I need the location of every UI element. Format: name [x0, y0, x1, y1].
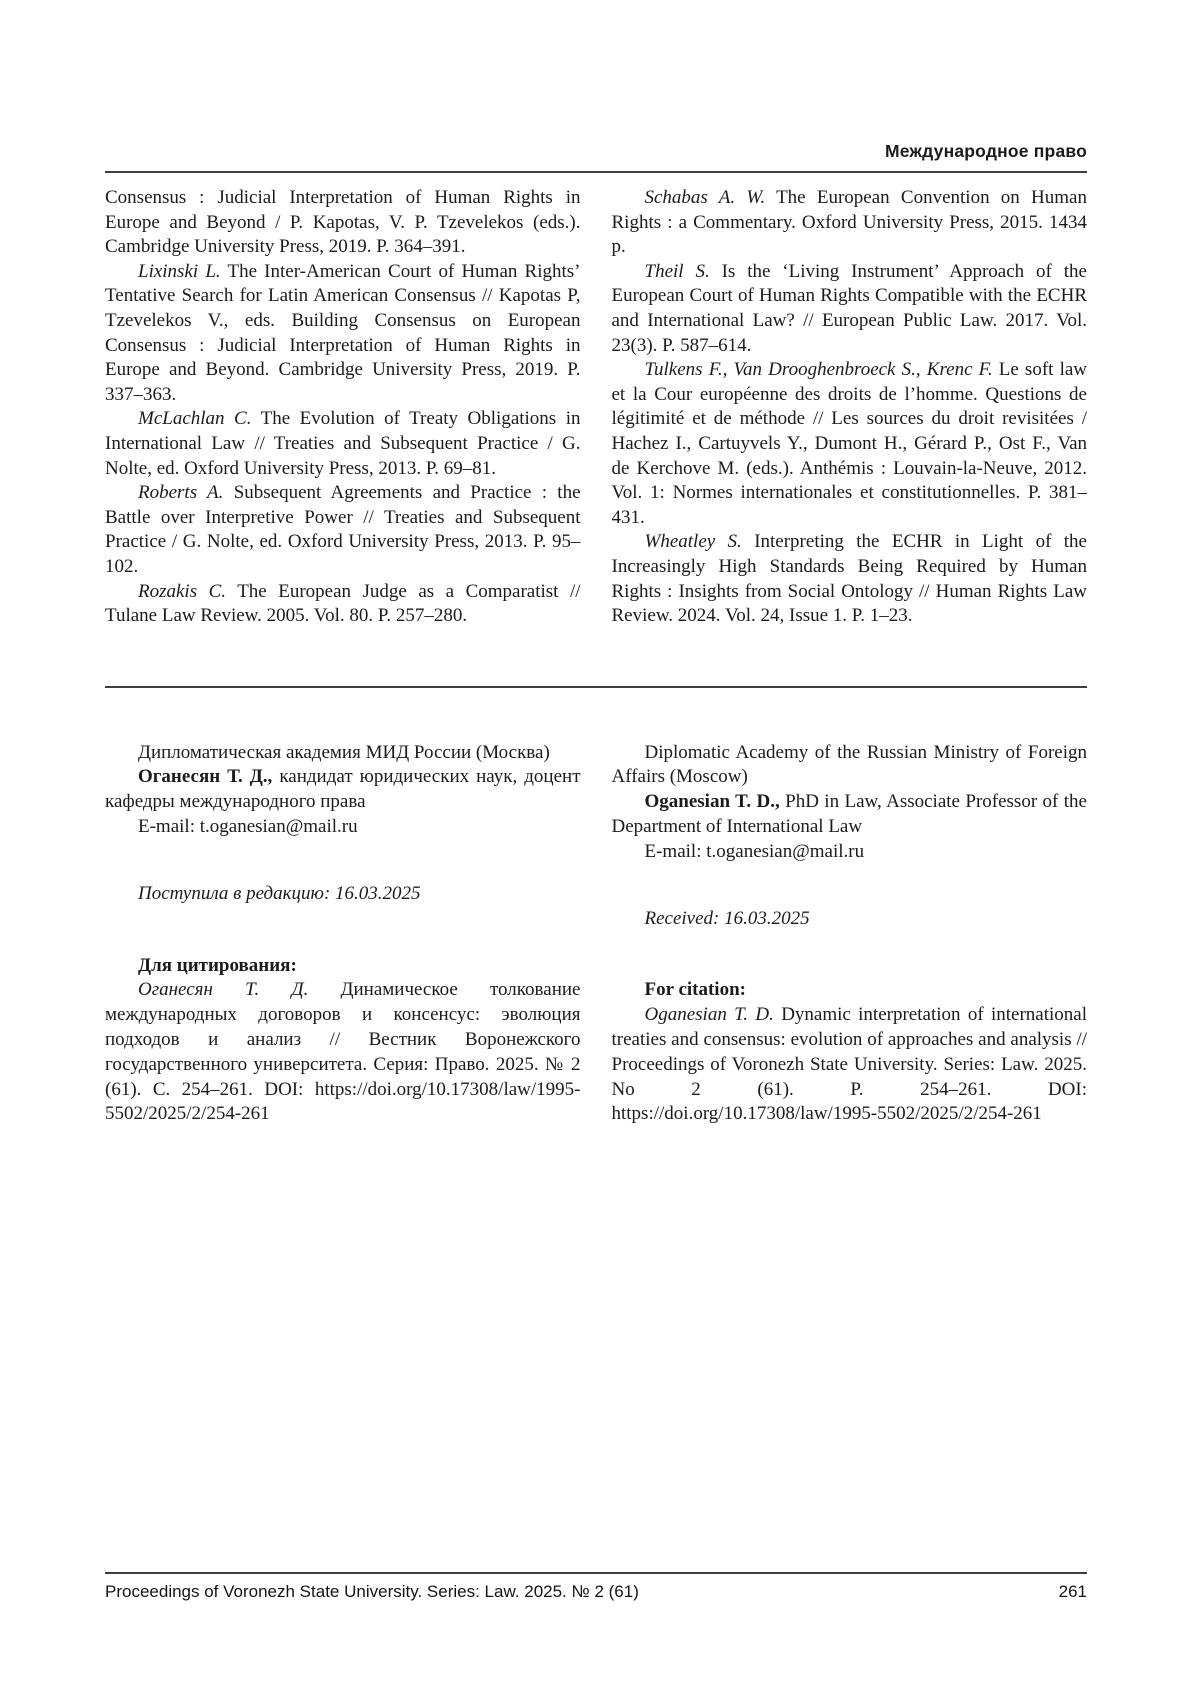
reference-author: Schabas A. W. [644, 187, 766, 208]
author-name-ru: Оганесян Т. Д., [138, 766, 273, 788]
citation-text-en: Dynamic interpretation of international treaties and consensus: evolution of approaches and analysis // Proceedings of Voronezh State University. Series: Law. 2025. No 2 (61). P. 254–261. DOI: https://doi.org/10.17308/law/1995-5502/2025/2/254-261 [611, 1004, 1087, 1125]
running-head-section-title: Международное право [105, 141, 1087, 173]
author-credentials-en: PhD in Law, Associate Professor of the Department of International Law [611, 791, 1087, 838]
citation-author-en: Oganesian T. D. [644, 1004, 774, 1026]
author-info-english [612, 741, 1088, 1128]
reference-text: Le soft law et la Cour européenne des droits de l’homme. Questions de légitimité et de méthode // Les sources du droit revisitées / Hachez I., Cartuyvels Y., Dumont H., Gérard P., Ost F., Van de Kerchove M. (eds.). Anthémis : Louvain-la-Neuve, 2012. Vol. 1: Normes internationales et constitutionnelles. P. 381–431. [611, 359, 1088, 528]
reference-author: Lixinski L. [138, 260, 221, 282]
reference-entry [105, 260, 581, 408]
reference-text: The Inter-American Court of Human Rights’ Tentative Search for Latin American Consensus // Kapotas P, Tzevelekos V., eds. Building Consensus on European Consensus : Judicial Interpretation of Human Rights in Europe and Beyond. Cambridge University Press, 2019. P. 337–363. [105, 260, 581, 405]
references-right-column [612, 186, 1088, 629]
reference-entry [105, 186, 581, 260]
citation-label-ru: Для цитирования: [138, 954, 297, 976]
reference-author: McLachlan C. [138, 408, 252, 430]
received-date-ru: Поступила в редакцию: 16.03.2025 [138, 882, 421, 904]
reference-text: Consensus : Judicial Interpretation of Human Rights in Europe and Beyond / P. Kapotas, V. P. Tzevelekos (eds.). Cambridge University Press, 2019. P. 364–391. [105, 187, 581, 258]
citation-text-ru: Динамическое толкование международных договоров и консенсус: эволюция подходов и анализ // Вестник Воронежского государственного университета. Серия: Право. 2025. № 2 (61). С. 254–261. DOI: https://doi.org/10.17308/law/1995-5502/2025/2/254-261 [105, 979, 581, 1125]
reference-entry [612, 260, 1088, 358]
author-line-ru [105, 765, 581, 815]
references-section [105, 186, 1087, 629]
author-credentials-ru: кандидат юридических наук, доцент кафедры международного права [105, 766, 581, 813]
footer-page-number: 261 [1058, 1582, 1087, 1601]
affiliation-en: Diplomatic Academy of the Russian Ministry of Foreign Affairs (Moscow) [611, 741, 1087, 788]
section-divider [105, 686, 1087, 688]
author-email-ru: E-mail: t.oganesian@mail.ru [138, 816, 358, 838]
author-email-en: E-mail: t.oganesian@mail.ru [644, 840, 865, 862]
reference-text: Is the ‘Living Instrument’ Approach of the European Court of Human Rights Compatible with the ECHR and International Law? // European Public Law. 2017. Vol. 23(3). P. 587–614. [611, 260, 1087, 356]
reference-entry [612, 530, 1088, 628]
reference-text: The European Convention on Human Rights : a Commentary. Oxford University Press, 2015. 1434 p. [611, 187, 1087, 258]
author-info-russian [105, 741, 581, 1128]
author-info-section [105, 741, 1087, 1128]
author-line-en [612, 790, 1088, 840]
reference-author: Tulkens F., Van Drooghenbroeck S., Krenc F. [644, 359, 993, 381]
reference-text: The European Judge as a Comparatist // Tulane Law Review. 2005. Vol. 80. P. 257–280. [105, 580, 581, 627]
citation-ru [105, 978, 581, 1127]
references-left-column [105, 186, 581, 629]
reference-entry [612, 358, 1088, 530]
reference-entry [105, 481, 581, 579]
citation-label-en: For citation: [644, 979, 746, 1001]
reference-author: Theil S. [644, 260, 710, 282]
affiliation-ru: Дипломатическая академия МИД России (Москва) [138, 741, 550, 763]
author-name-en: Oganesian T. D., [644, 791, 780, 813]
reference-entry [105, 407, 581, 481]
reference-author: Wheatley S. [644, 531, 742, 553]
reference-text: Interpreting the ECHR in Light of the Increasingly High Standards Being Required by Human Rights : Insights from Social Ontology // Human Rights Law Review. 2024. Vol. 24, Issue 1. P. 1–23. [611, 531, 1087, 627]
reference-text: The Evolution of Treaty Obligations in International Law // Treaties and Subsequent Practice / G. Nolte, ed. Oxford University Press, 2013. P. 69–81. [105, 408, 581, 479]
footer-journal-line: Proceedings of Voronezh State University. Series: Law. 2025. № 2 (61) [105, 1582, 639, 1601]
reference-entry [612, 186, 1088, 260]
received-date-en: Received: 16.03.2025 [644, 907, 810, 929]
page-footer [105, 1572, 1087, 1602]
reference-text: Subsequent Agreements and Practice : the Battle over Interpretive Power // Treaties and Subsequent Practice / G. Nolte, ed. Oxford University Press, 2013. P. 95–102. [105, 482, 581, 577]
reference-author: Rozakis C. [138, 580, 227, 602]
reference-entry [105, 580, 581, 629]
citation-author-ru: Оганесян Т. Д. [138, 979, 309, 1001]
reference-author: Roberts A. [138, 482, 224, 504]
citation-en [612, 1003, 1088, 1127]
